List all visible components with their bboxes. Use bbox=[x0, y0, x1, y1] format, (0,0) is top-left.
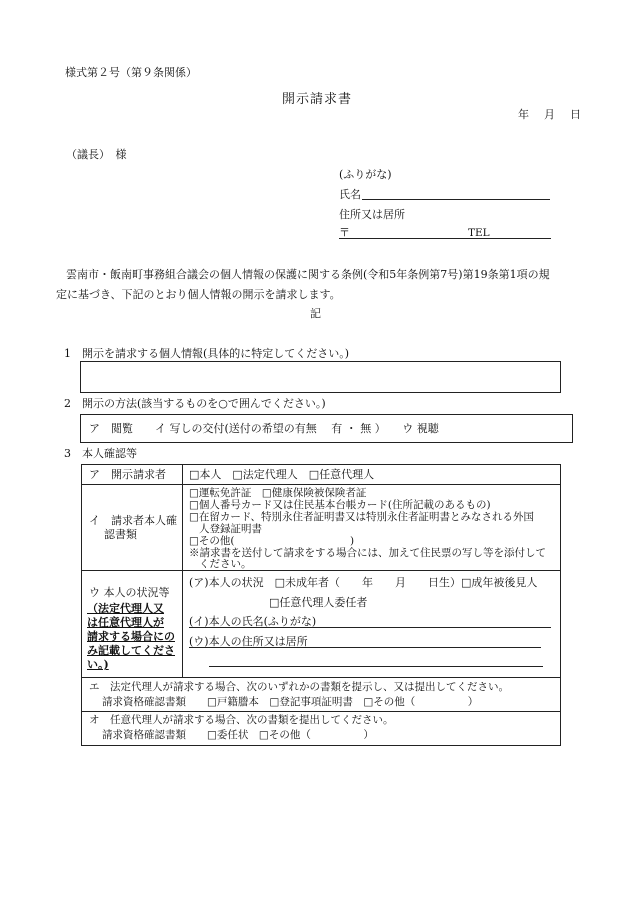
row-i-line2[interactable]: □個人番号カード又は住民基本台帳カード(住所記載のあるもの) bbox=[189, 499, 491, 511]
row-divider bbox=[81, 570, 561, 571]
addressee: （議長） 様 bbox=[66, 148, 127, 161]
address-field[interactable] bbox=[339, 238, 551, 239]
row-i-label1: イ 請求者本人確 bbox=[89, 514, 177, 527]
address-label: 住所又は居所 bbox=[339, 208, 405, 221]
row-i-line4: 人登録証明書 bbox=[199, 523, 262, 535]
row-u-label: ウ 本人の状況等 bbox=[89, 586, 170, 599]
furigana-label: (ふりがな) bbox=[339, 168, 392, 181]
personal-info-field[interactable] bbox=[80, 361, 561, 393]
section1-heading: 1 開示を請求する個人情報(具体的に特定してください。) bbox=[64, 347, 350, 360]
row-a-options[interactable]: □本人 □法定代理人 □任意代理人 bbox=[189, 468, 375, 481]
row-e-line2[interactable]: 請求資格確認書類 □戸籍謄本 □登記事項証明書 □その他（ ） bbox=[102, 696, 479, 708]
row-u-note4: み記載してくださ bbox=[87, 644, 175, 657]
row-u-address-label: (ウ)本人の住所又は居所 bbox=[189, 635, 308, 648]
row-u-status2[interactable]: □任意代理人委任者 bbox=[269, 596, 368, 609]
row-i-line6: ※請求書を送付して請求をする場合には、加えて住民票の写し等を添付して bbox=[189, 547, 546, 559]
principal-address-field-2[interactable] bbox=[209, 666, 543, 667]
row-u-status[interactable]: (ア)本人の状況 □未成年者（ 年 月 日生）□成年被後見人 bbox=[189, 576, 538, 589]
row-e-line1: エ 法定代理人が請求する場合、次のいずれかの書類を提示し、又は提出してください。 bbox=[89, 681, 509, 693]
row-u-name-label: (イ)本人の氏名(ふりがな) bbox=[189, 615, 317, 628]
intro-line1: 雲南市・飯南町事務組合議会の個人情報の保護に関する条例(令和5年条例第7号)第19条第1項の規 bbox=[66, 268, 550, 281]
column-divider bbox=[182, 464, 183, 677]
row-i-line7: ください。 bbox=[199, 558, 252, 570]
row-u-note3: 請求する場合にの bbox=[87, 630, 175, 643]
row-i-line5[interactable]: □その他( ) bbox=[189, 535, 355, 547]
postal-label: 〒 bbox=[339, 226, 350, 239]
tel-label: TEL bbox=[468, 227, 490, 239]
row-u-note1: （法定代理人又 bbox=[87, 602, 164, 615]
principal-name-field[interactable] bbox=[189, 627, 551, 628]
row-i-label2: 認書類 bbox=[104, 528, 137, 541]
intro-line2: 定に基づき、下記のとおり個人情報の開示を請求します。 bbox=[56, 288, 341, 301]
section3-heading: 3 本人確認等 bbox=[64, 447, 137, 460]
name-label: 氏名 bbox=[339, 188, 361, 201]
section2-heading: 2 開示の方法(該当するものを○で囲んでください。) bbox=[64, 397, 326, 410]
row-divider bbox=[81, 677, 561, 678]
row-o-line1: オ 任意代理人が請求する場合、次の書類を提出してください。 bbox=[89, 714, 394, 726]
principal-address-field[interactable] bbox=[189, 647, 541, 648]
row-i-line1[interactable]: □運転免許証 □健康保険被保険者証 bbox=[189, 487, 367, 499]
row-a-label: ア 開示請求者 bbox=[89, 468, 166, 481]
form-number: 様式第２号（第９条関係） bbox=[65, 66, 197, 79]
page-title: 開示請求書 bbox=[282, 92, 353, 107]
row-o-line2[interactable]: 請求資格確認書類 □委任状 □その他（ ） bbox=[102, 729, 374, 741]
row-divider bbox=[81, 484, 561, 485]
ki-label: 記 bbox=[310, 307, 321, 320]
row-u-note2: は任意代理人が bbox=[87, 616, 164, 629]
row-divider bbox=[81, 711, 561, 712]
row-u-note5: い。) bbox=[87, 658, 109, 671]
row-i-line3[interactable]: □在留カード、特別永住者証明書又は特別永住者証明書とみなされる外国 bbox=[189, 511, 534, 523]
date-line: 年 月 日 bbox=[518, 108, 583, 121]
disclosure-method-options[interactable]: ア 閲覧 イ 写しの交付(送付の希望の有無 有 ・ 無 ） ウ 視聴 bbox=[89, 422, 439, 435]
name-field[interactable] bbox=[362, 199, 550, 200]
